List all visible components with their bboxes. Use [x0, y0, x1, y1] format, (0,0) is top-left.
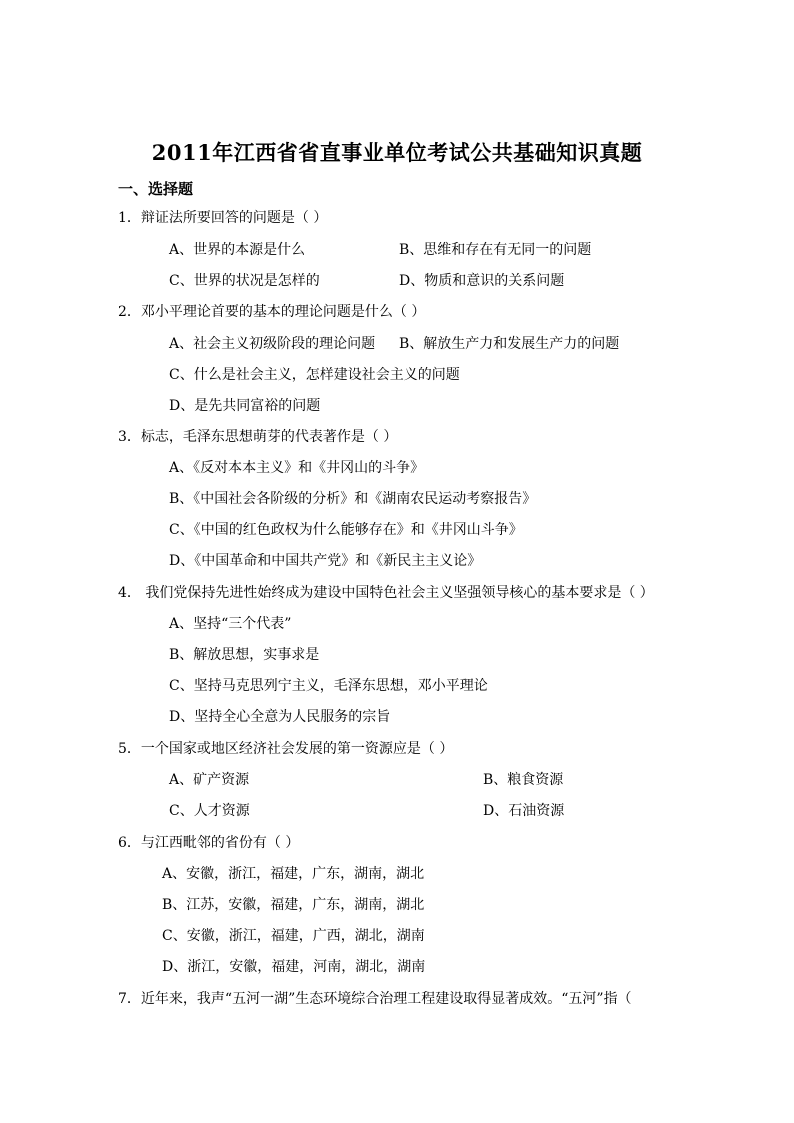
- question-2-stem: 2．邓小平理论首要的基本的理论问题是什么（ ）: [118, 304, 426, 320]
- question-1-option-d: D、物质和意识的关系问题: [399, 273, 565, 289]
- question-6-option-c: C、安徽，浙江，福建，广西，湖北，湖南: [162, 928, 425, 944]
- question-4-option-c: C、坚持马克思列宁主义，毛泽东思想，邓小平理论: [169, 678, 488, 694]
- question-6-option-b: B、江苏，安徽，福建，广东，湖南，湖北: [162, 897, 425, 913]
- question-6-stem: 6．与江西毗邻的省份有（ ）: [118, 835, 300, 851]
- question-4-option-b: B、解放思想，实事求是: [169, 647, 320, 663]
- question-1-option-c: C、世界的状况是怎样的: [169, 273, 320, 289]
- question-4-option-a: A、坚持“三个代表”: [169, 616, 292, 632]
- question-4-option-d: D、坚持全心全意为人民服务的宗旨: [169, 709, 391, 725]
- question-5-option-b: B、粮食资源: [483, 772, 564, 788]
- question-2-option-a: A、社会主义初级阶段的理论问题: [169, 336, 376, 352]
- section-heading: 一、选择题: [118, 180, 194, 198]
- question-1-option-b: B、思维和存在有无同一的问题: [399, 242, 592, 258]
- question-2-option-c: C、什么是社会主义，怎样建设社会主义的问题: [169, 367, 460, 383]
- question-6-option-d: D、浙江，安徽，福建，河南，湖北，湖南: [162, 959, 426, 975]
- question-5-stem: 5．一个国家或地区经济社会发展的第一资源应是（ ）: [118, 741, 454, 757]
- question-3-option-c: C、《中国的红色政权为什么能够存在》和《井冈山斗争》: [169, 522, 523, 538]
- page-title: 2011年江西省省直事业单位考试公共基础知识真题: [151, 140, 643, 165]
- question-3-option-b: B、《中国社会各阶级的分析》和《湖南农民运动考察报告》: [169, 491, 537, 507]
- question-6-option-a: A、安徽，浙江，福建，广东，湖南，湖北: [162, 866, 425, 882]
- question-7-stem: 7．近年来，我声“五河一湖”生态环境综合治理工程建设取得显著成效。“五河”指（: [118, 991, 632, 1007]
- question-3-option-d: D、《中国革命和中国共产党》和《新民主主义论》: [169, 553, 482, 569]
- question-4-stem: 4． 我们党保持先进性始终成为建设中国特色社会主义坚强领导核心的基本要求是（ ）: [118, 585, 654, 601]
- question-3-stem: 3．标志，毛泽东思想萌芽的代表著作是（ ）: [118, 429, 398, 445]
- question-5-option-a: A、矿产资源: [169, 772, 250, 788]
- question-1-stem: 1．辩证法所要回答的问题是（ ）: [118, 210, 328, 226]
- question-5-option-c: C、人才资源: [169, 803, 250, 819]
- question-2-option-b: B、解放生产力和发展生产力的问题: [399, 336, 620, 352]
- question-5-option-d: D、石油资源: [483, 803, 565, 819]
- question-1-option-a: A、世界的本源是什么: [169, 242, 306, 258]
- question-2-option-d: D、是先共同富裕的问题: [169, 398, 321, 414]
- question-3-option-a: A、《反对本本主义》和《井冈山的斗争》: [169, 460, 425, 476]
